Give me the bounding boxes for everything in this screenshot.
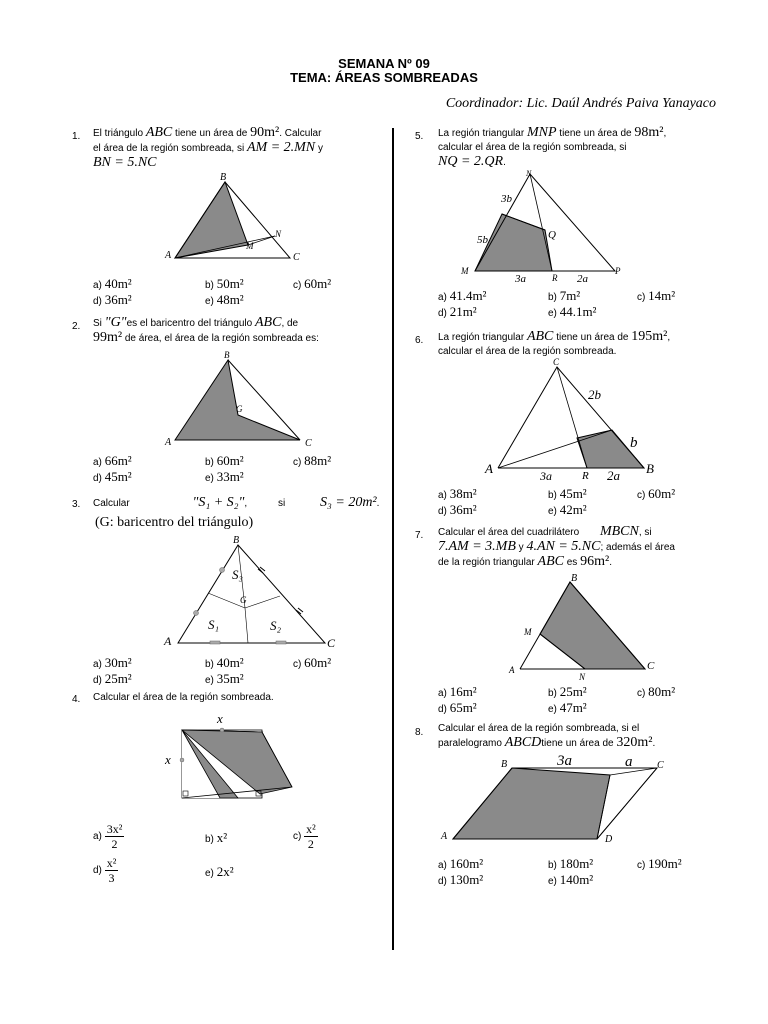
q1-triangle-figure (150, 170, 320, 270)
q4-label-x-top: x (217, 712, 223, 726)
q2-option-b[interactable]: b) 60m² (205, 453, 244, 468)
q6-label-c: C (553, 357, 560, 367)
q5-label-p: P (615, 266, 621, 276)
q8-label-b: B (501, 759, 508, 770)
q6-label-2b: 2b (588, 387, 601, 402)
q6-option-a[interactable]: a) 38m² (438, 486, 477, 501)
q7-triangle-figure (505, 572, 665, 682)
q6-label-b: B (646, 461, 654, 476)
q7-option-a[interactable]: a) 16m² (438, 684, 477, 699)
q2-label-c: C (305, 438, 312, 449)
column-divider (392, 128, 394, 950)
q5-label-n: N (526, 169, 532, 178)
q8-label-a-seg: a (625, 754, 633, 770)
coordinator-name: Coordinador: Lic. Daúl Andrés Paiva Yanayaco (445, 96, 716, 111)
q3-option-d[interactable]: d) 25m² (93, 671, 132, 686)
q7-label-m: M (524, 627, 532, 637)
q2-label-a: A (165, 437, 172, 448)
q1-option-e[interactable]: e) 48m² (205, 292, 244, 307)
q3-triangle-figure (160, 533, 350, 653)
q1-label-n: N (275, 229, 282, 239)
q4-option-c[interactable]: c) $\frac{\text{x²}}{2}$ (293, 822, 316, 851)
q3-label-s3: S₃ (232, 567, 244, 582)
q5-option-e[interactable]: e) 44.1m² (548, 304, 597, 319)
q7-option-b[interactable]: b) 25m² (548, 684, 587, 699)
q7-statement: Calcular el área del cuadrilátero MBCN, si 7.AM = 3.MB y 4.AN = 5.NC; además el área de la región triangular ABC es 96m². (438, 524, 675, 569)
page-topic-title: TEMA: ÁREAS SOMBREADAS (290, 70, 478, 85)
q5-label-q: Q (548, 229, 556, 241)
q3-option-a[interactable]: a) 30m² (93, 655, 132, 670)
q2-option-e[interactable]: e) 33m² (205, 469, 244, 484)
q3-option-e[interactable]: e) 35m² (205, 671, 244, 686)
q6-label-b-seg: b (630, 435, 638, 451)
q7-option-c[interactable]: c) 80m² (637, 684, 676, 699)
q6-option-b[interactable]: b) 45m² (548, 486, 587, 501)
q6-label-a: A (485, 461, 493, 476)
q3-statement: Calcular "S₁ + S₂", si S₃ = 20m². (93, 495, 380, 510)
q6-label-3a: 3a (540, 469, 552, 483)
q3-option-c[interactable]: c) 60m² (293, 655, 332, 670)
q2-label-g: G (236, 404, 243, 414)
q8-parallelogram-figure (435, 752, 675, 847)
q5-statement: La región triangular MNP tiene un área de 98m², calcular el área de la región sombreada, si NQ = 2.QR. (438, 125, 667, 169)
q5-label-3a: 3a (515, 273, 526, 285)
q6-label-2a: 2a (607, 468, 620, 483)
q1-statement: El triángulo ABC tiene un área de 90m². Calcular el área de la región sombreada, si AM = 2.MN y BN = 5.NC (93, 125, 323, 170)
q5-option-b[interactable]: b) 7m² (548, 288, 581, 303)
q8-statement: Calcular el área de la región sombreada, si el paralelogramo ABCDtiene un área de 320m². (438, 723, 656, 750)
q2-triangle-figure (160, 350, 330, 450)
q4-number: 4. (72, 694, 81, 705)
q1-label-m: M (246, 241, 254, 251)
q1-option-d[interactable]: d) 36m² (93, 292, 132, 307)
q4-option-d[interactable]: d) $\frac{\text{x²}}{3}$ (93, 856, 117, 885)
q7-option-d[interactable]: d) 65m² (438, 700, 477, 715)
q3-label-s2: S₂ (270, 618, 282, 633)
q2-label-b: B (224, 350, 230, 360)
q6-number: 6. (415, 335, 424, 346)
q4-option-e[interactable]: e) 2x² (205, 864, 234, 879)
q5-label-5b: 5b (477, 234, 488, 246)
q5-label-3b: 3b (501, 193, 512, 205)
q7-label-b: B (571, 573, 578, 584)
q6-statement: La región triangular ABC tiene un área de 195m², calcular el área de la región sombreada. (438, 329, 671, 357)
q8-label-c: C (657, 760, 664, 771)
q2-option-c[interactable]: c) 88m² (293, 453, 332, 468)
q4-label-x-left: x (165, 752, 171, 767)
q3-option-b[interactable]: b) 40m² (205, 655, 244, 670)
q3-number: 3. (72, 499, 81, 510)
q7-label-a: A (509, 665, 515, 675)
q8-label-d: D (605, 834, 613, 845)
q6-label-r: R (582, 470, 589, 482)
q5-option-c[interactable]: c) 14m² (637, 288, 676, 303)
q1-label-a: A (165, 250, 172, 261)
q6-option-e[interactable]: e) 42m² (548, 502, 587, 517)
q6-option-c[interactable]: c) 60m² (637, 486, 676, 501)
q1-label-c: C (293, 252, 300, 263)
q2-statement: Si "G"es el baricentro del triángulo ABC, de 99m² de área, el área de la región sombreada es: (93, 315, 319, 345)
q6-option-d[interactable]: d) 36m² (438, 502, 477, 517)
q3-label-a: A (164, 634, 172, 648)
q3-note: (G: baricentro del triángulo) (95, 515, 254, 530)
q8-label-3a: 3a (557, 753, 572, 769)
q3-label-g: G (240, 595, 247, 605)
q4-option-a[interactable]: a) $\frac{\text{3x²}}{2}$ (93, 822, 123, 851)
q5-triangle-figure (455, 168, 635, 286)
page-week-title: SEMANA Nº 09 (338, 56, 430, 71)
q4-square-figure (160, 712, 310, 812)
q8-option-e[interactable]: e) 140m² (548, 872, 594, 887)
q5-number: 5. (415, 131, 424, 142)
q8-option-d[interactable]: d) 130m² (438, 872, 484, 887)
q7-number: 7. (415, 530, 424, 541)
q1-label-b: B (220, 172, 227, 183)
q5-option-a[interactable]: a) 41.4m² (438, 288, 487, 303)
q8-option-c[interactable]: c) 190m² (637, 856, 682, 871)
q1-option-c[interactable]: c) 60m² (293, 276, 332, 291)
q1-number: 1. (72, 131, 81, 142)
q2-number: 2. (72, 321, 81, 332)
q1-option-a[interactable]: a) 40m² (93, 276, 132, 291)
q8-label-a: A (441, 831, 448, 842)
q3-label-c: C (327, 636, 336, 650)
q5-label-m: M (461, 266, 469, 276)
q3-label-s1: S₁ (208, 617, 220, 632)
q1-option-b[interactable]: b) 50m² (205, 276, 244, 291)
q8-option-b[interactable]: b) 180m² (548, 856, 594, 871)
q7-option-e[interactable]: e) 47m² (548, 700, 587, 715)
q5-option-d[interactable]: d) 21m² (438, 304, 477, 319)
q3-label-b: B (233, 535, 240, 546)
q2-option-d[interactable]: d) 45m² (93, 469, 132, 484)
q7-label-c: C (647, 660, 655, 672)
q4-option-b[interactable]: b) x² (205, 830, 228, 845)
q5-label-r: R (552, 273, 558, 283)
q2-option-a[interactable]: a) 66m² (93, 453, 132, 468)
q8-option-a[interactable]: a) 160m² (438, 856, 484, 871)
q4-statement: Calcular el área de la región sombreada. (93, 692, 274, 703)
q6-triangle-figure (480, 355, 670, 485)
q8-number: 8. (415, 727, 424, 738)
q5-label-2a: 2a (577, 273, 588, 285)
q7-label-n: N (579, 672, 586, 682)
